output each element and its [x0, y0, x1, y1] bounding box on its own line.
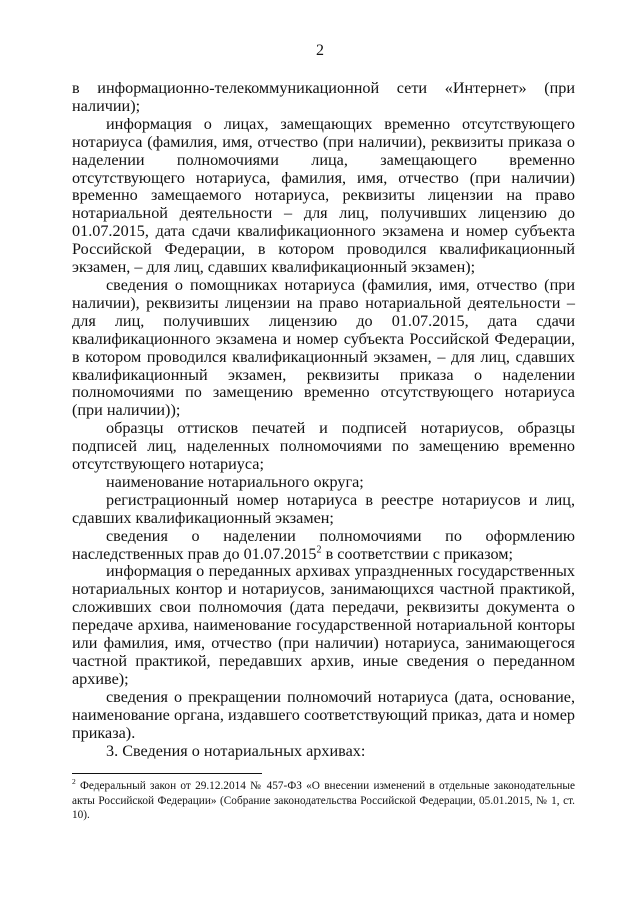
paragraph-with-footnote: [72, 528, 575, 564]
paragraph-text-tail: в соответствии с приказом;: [321, 544, 514, 563]
paragraph: в информационно-телекоммуникационной сети «Интернет» (при наличии);: [72, 79, 575, 115]
paragraph: информация о переданных архивах упраздненных государственных нотариальных контор и нотариусов, занимающихся частной практикой, сложивших свои полномочия (дата передачи, реквизиты документа о передаче архива, наименование государственной нотариальной конторы или фамилия, имя, отчество (при наличии) нотариуса, занимающегося частной практикой, передавших архив, иные сведения о переданном архиве);: [72, 562, 575, 688]
page-number: 2: [316, 42, 324, 59]
footnote-divider: [72, 773, 262, 774]
paragraph: сведения о прекращении полномочий нотариуса (дата, основание, наименование органа, издавшего соответствующий приказ, дата и номер приказа).: [72, 687, 575, 742]
paragraph-text: сведения о наделении полномочиями по оформлению наследственных прав до 01.07.2015: [72, 526, 575, 563]
paragraph: регистрационный номер нотариуса в реестре нотариусов и лиц, сдавших квалификационный экзамен;: [72, 490, 575, 527]
footnote: [72, 779, 575, 823]
footnote-text: Федеральный закон от 29.12.2014 № 457-ФЗ «О внесении изменений в отдельные законодательные акты Российской Федерации» (Собрание законодательства Российской Федерации, 05.01.2015, № 1, ст. 10).: [72, 780, 575, 821]
footnote-marker: 2: [72, 777, 76, 787]
paragraph: сведения о помощниках нотариуса (фамилия, имя, отчество (при наличии), реквизиты лицензии на право нотариальной деятельности – для лиц, получивших лицензию до 01.07.2015, дата сдачи квалификационного экзамена и номер субъекта Российской Федерации, в котором проводился квалификационный экзамен, – для лиц, сдавших квалификационный экзамен, реквизиты приказа о наделении полномочиями по замещению временно отсутствующего нотариуса (при наличии));: [72, 275, 575, 420]
body-text: [72, 80, 575, 760]
paragraph: информация о лицах, замещающих временно отсутствующего нотариуса (фамилия, имя, отчество (при наличии), реквизиты приказа о наделении полномочиями лица, замещающего временно отсутствующего нотариуса, фамилия, имя, отчество (при наличии) временно замещаемого нотариуса, реквизиты лицензии на право нотариальной деятельности – для лиц, получивших лицензию до 01.07.2015, дата сдачи квалификационного экзамена и номер субъекта Российской Федерации, в котором проводился квалификационный экзамен, – для лиц, сдавших квалификационный экзамен);: [72, 114, 575, 277]
paragraph: образцы оттисков печатей и подписей нотариусов, образцы подписей лиц, наделенных полномочиями по замещению временно отсутствующего нотариуса;: [72, 419, 575, 474]
section-heading: 3. Сведения о нотариальных архивах:: [106, 741, 366, 760]
paragraph: наименование нотариального округа;: [106, 472, 364, 491]
footnote-reference[interactable]: 2: [316, 544, 322, 556]
